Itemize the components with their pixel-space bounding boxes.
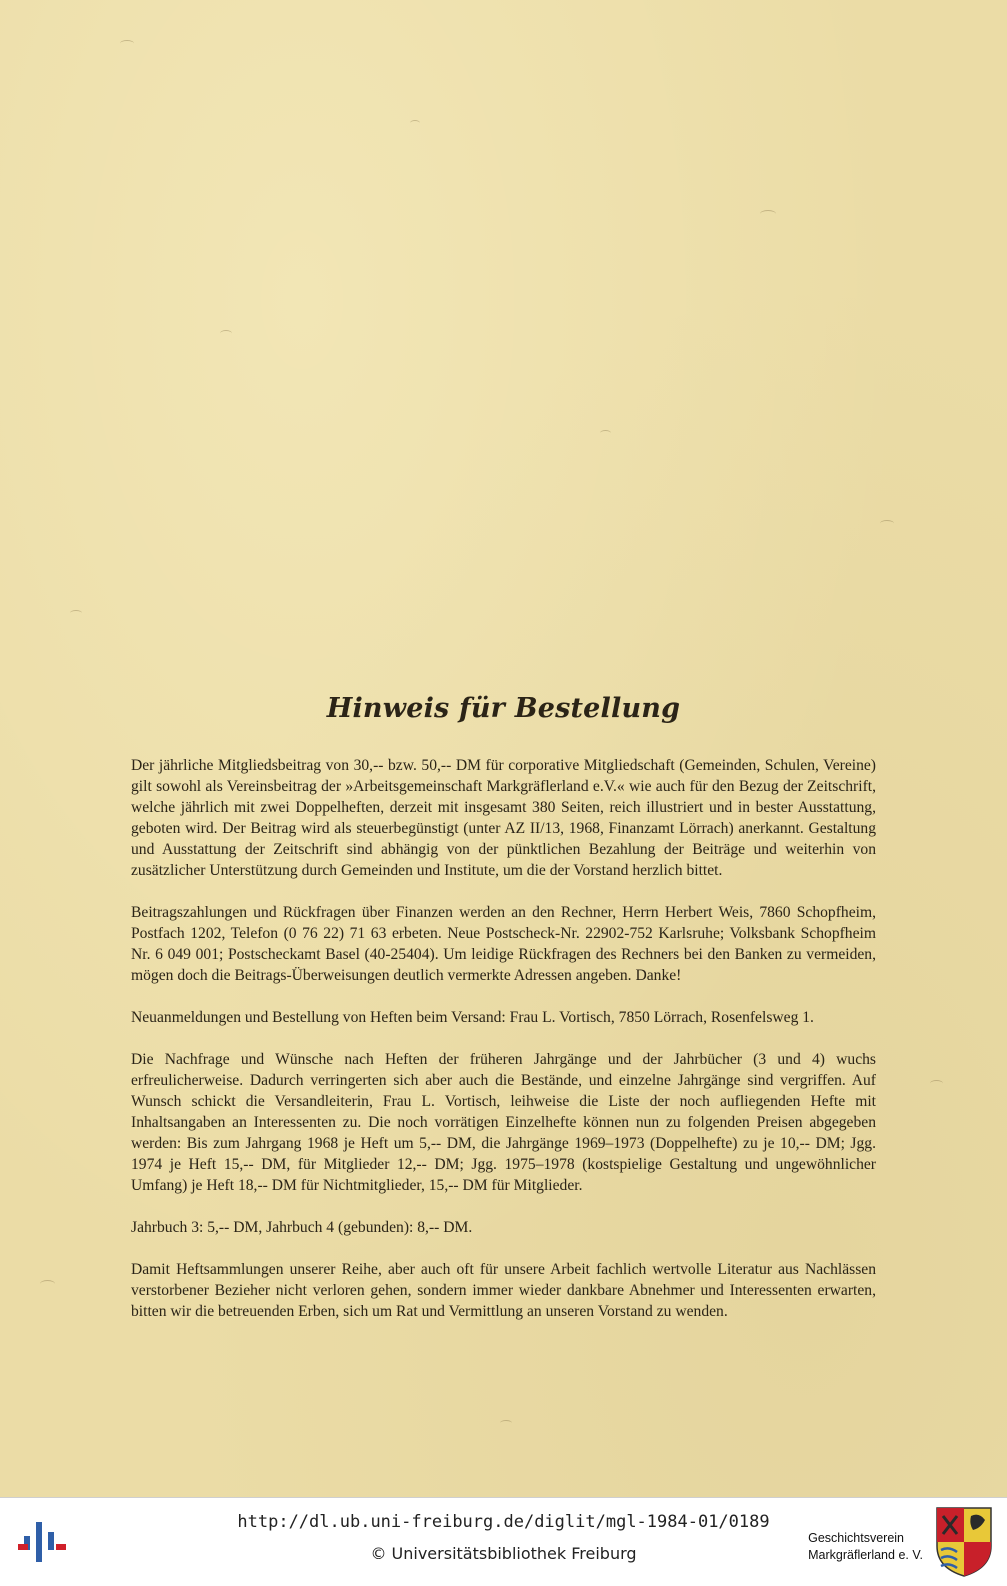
paragraph-registration: Neuanmeldungen und Bestellung von Heften beim Versand: Frau L. Vortisch, 7850 Lörrach, Rosenfelsweg 1. (131, 1009, 814, 1026)
coat-of-arms-icon (935, 1506, 993, 1578)
paragraph-yearbook-prices: Jahrbuch 3: 5,-- DM, Jahrbuch 4 (gebunden): 8,-- DM. (131, 1219, 473, 1236)
permalink-url[interactable]: http://dl.ub.uni-freiburg.de/diglit/mgl-1984-01/0189 (237, 1512, 770, 1532)
body-text (131, 755, 876, 1343)
copyright-notice: © Universitätsbibliothek Freiburg (370, 1544, 637, 1563)
paper-fiber (880, 520, 894, 527)
paper-fiber (760, 210, 776, 218)
paragraph-back-issues: Die Nachfrage und Wünsche nach Heften der früheren Jahrgänge und der Jahrbücher (3 und 4) wuchs erfreulicherweise. Dadurch verringerten sich aber auch die Bestände, und einzelne Jahrgänge sind vergriffen. Auf Wunsch schickt die Versandleiterin, Frau L. Vortisch, leihweise die Liste der noch aufliegenden Hefte mit Inhaltsangaben an Interessenten zu. Die noch vorrätigen Einzelhefte können nun zu folgenden Preisen abgegeben werden: Bis zum Jahrgang 1968 je Heft um 5,-- DM, die Jahrgänge 1969–1973 (Doppelhefte) zu je 10,-- DM; Jgg. 1974 je Heft 15,-- DM, für Mitglieder 12,-- DM; Jgg. 1975–1978 (kostspielige Gestaltung und ungewöhnlicher Umfang) je Heft 18,-- DM für Nichtmitglieder, 15,-- DM für Mitglieder. (131, 1051, 876, 1194)
paragraph-estates: Damit Heftsammlungen unserer Reihe, aber auch oft für unsere Arbeit fachlich wertvolle Literatur aus Nachlässen verstorbener Bezieher nicht verloren gehen, sondern immer wieder dankbare Abnehmer und Interessenten erwarten, bitten wir die betreuenden Erben, sich um Rat und Vermittlung an unseren Vorstand zu wenden. (131, 1261, 876, 1320)
paper-fiber (410, 120, 420, 126)
page-title: Hinweis für Bestellung (326, 693, 681, 724)
paper-fiber (220, 330, 232, 337)
footer-bar (0, 1497, 1007, 1586)
paper-fiber (500, 1420, 512, 1426)
paper-fiber (40, 1280, 55, 1288)
society-name-line1: Geschichtsverein (808, 1531, 904, 1545)
paper-fiber (930, 1080, 943, 1087)
society-name-line2: Markgräflerland e. V. (808, 1548, 923, 1562)
paper-fiber (120, 40, 134, 47)
paper-fiber (600, 430, 611, 436)
society-name (808, 1530, 923, 1564)
paragraph-membership: Der jährliche Mitgliedsbeitrag von 30,-- bzw. 50,-- DM für corporative Mitgliedschaft (Gemeinden, Schulen, Vereine) gilt sowohl als Vereinsbeitrag der »Arbeitsgemeinschaft Markgräflerland e.V.« wie auch für den Bezug der Zeitschrift, welche jährlich mit zwei Doppelheften, derzeit mit insgesamt 380 Seiten, reich illustriert und in bester Ausstattung, geboten wird. Der Beitrag wird als steuerbegünstigt (unter AZ II/13, 1968, Finanzamt Lörrach) anerkannt. Gestaltung und Ausstattung der Zeitschrift sind abhängig von der pünktlichen Bezahlung der Beiträge und weiterhin von zusätzlicher Unterstützung durch Gemeinden und Institute, um die der Vorstand herzlich bittet. (131, 757, 876, 879)
paper-fiber (70, 610, 82, 616)
paragraph-payments: Beitragszahlungen und Rückfragen über Finanzen werden an den Rechner, Herrn Herbert Weis, 7860 Schopfheim, Postfach 1202, Telefon (0 76 22) 71 63 erbeten. Neue Postscheck-Nr. 22902-752 Karlsruhe; Volksbank Schopfheim Nr. 6 049 001; Postscheckamt Basel (40-25404). Um leidige Rückfragen des Rechners bei den Banken zu vermeiden, mögen doch die Beitrags-Überweisungen deutlich vermerkte Adressen angeben. Danke! (131, 904, 876, 984)
